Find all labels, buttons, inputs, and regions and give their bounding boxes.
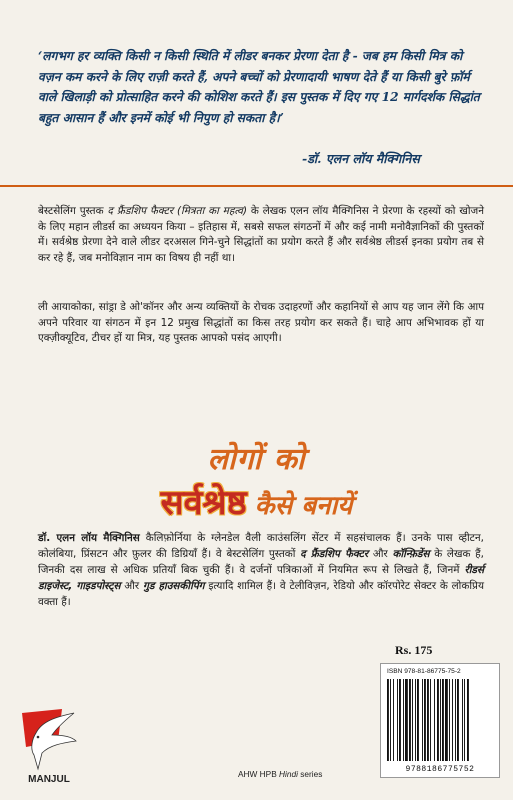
- description-paragraph-1: [38, 204, 484, 266]
- paragraph2-text: ली आयाकोका, सांड्रा डे ओ'कॉनर और अन्य व्यक्तियों के रोचक उदाहरणों और कहानियों से आप यह जान लेंगे कि आप अपने परिवार या संगठन में इन 12 प्रमुख सिद्धांतों का किस तरह प्रयोग कर सकते हैं। चाहे आप अभिभावक हों या एक्ज़ीक्यूटिव, टीचर हों या मित्र, यह पुस्तक आपको पसंद आएगी।: [38, 301, 484, 344]
- barcode-bar: [415, 679, 416, 761]
- barcode-bar: [449, 679, 450, 761]
- bio-text-1: कैलिफ़ोर्निया के ग्लेनडेल वैली काउंसलिंग सेंटर में सहसंचालक हैं। उनके पास व्हीटन, कोलंबिया, प्रिंसटन और फ़ुलर की डिग्रियाँ हैं। वे बेस्टसेलिंग पुस्तकों: [38, 532, 484, 560]
- barcode-bar: [393, 679, 394, 761]
- barcode-bar: [387, 679, 389, 761]
- barcode-bar: [430, 679, 431, 761]
- paragraph1-lead: बेस्टसेलिंग पुस्तक: [38, 205, 108, 217]
- barcode-bar: [427, 679, 429, 761]
- barcode-bar: [405, 679, 408, 761]
- bio-magazine-2: गुड हाउसकीपिंग: [142, 580, 205, 592]
- price-label: Rs. 175: [395, 643, 433, 657]
- series-prefix: AHW HPB: [238, 769, 280, 779]
- barcode-bar: [462, 679, 463, 761]
- title-line-2: [0, 478, 513, 524]
- barcode-bar: [390, 679, 391, 761]
- barcode-bar: [437, 679, 439, 761]
- series-suffix: series: [297, 769, 323, 779]
- isbn-barcode: [380, 663, 500, 778]
- bio-conjunction-2: और: [120, 580, 143, 592]
- barcode-bar: [442, 679, 444, 761]
- author-bio: [38, 530, 484, 610]
- publisher-logo: [18, 707, 80, 791]
- publisher-name: MANJUL: [28, 774, 70, 785]
- bio-conjunction-1: और: [368, 548, 393, 560]
- barcode-bar: [467, 679, 469, 761]
- barcode-bar: [422, 679, 423, 761]
- barcode-bar: [440, 679, 441, 761]
- barcode-number: 9788186775752: [405, 765, 475, 774]
- barcode-bar: [455, 679, 456, 761]
- bio-text-3: इत्यादि शामिल हैं। वे टेलीविज़न, रेडियो और कॉरपोरेट सेक्टर के लोकप्रिय वक्ता हैं।: [38, 580, 484, 608]
- publisher-bird-icon: [18, 707, 80, 773]
- series-language: Hindi: [279, 769, 298, 779]
- barcode-bar: [403, 679, 404, 761]
- title-line-2-rest: कैसे बनायें: [254, 491, 353, 521]
- barcode-bar: [397, 679, 398, 761]
- barcode-bar: [464, 679, 465, 761]
- barcode-bar: [452, 679, 453, 761]
- title-emphasis-word: सर्वश्रेष्ठ: [160, 483, 247, 523]
- book-title-reference: द फ्रैंडशिप फैक्टर (मित्रता का महत्व): [107, 205, 247, 217]
- barcode-bar: [399, 679, 401, 761]
- quote-text: ‘लगभग हर व्यक्ति किसी न किसी स्थिति में लीडर बनकर प्रेरणा देता है - जब हम किसी मित्र को वज़न कम करने के लिए राज़ी करते हैं, अपने बच्चों को प्रेरणादायी भाषण देते हैं या किसी बुरे फ़ॉर्म वाले खिलाड़ी को प्रोत्साहित करने की कोशिश करते हैं। इस पुस्तक में दिए गए 12 मार्गदर्शक सिद्धांत बहुत आसान हैं और इनमें कोई भी निपुण हो सकता है।’: [38, 49, 480, 125]
- section-divider: [0, 185, 513, 187]
- paragraph1-body: के लेखक एलन लॉय मैक्गिनिस ने प्रेरणा के रहस्यों को खोजने के लिए महान लीडर्स का अध्ययन किया – इतिहास में, सबसे सफल संगठनों में और कई नामी मनोवैज्ञानिकों की पुस्तकों में। सर्वश्रेष्ठ प्रेरणा देने वाले लीडर दरअसल गिने-चुने सिद्धांतों का प्रयोग करते हैं और सर्वश्रेष्ठ लीडर्स इनका प्रयोग तब से कर रहे हैं, जब मनोविज्ञान नाम का विषय ही नहीं था।: [38, 205, 484, 264]
- barcode-bar: [457, 679, 459, 761]
- barcode-bar: [445, 679, 448, 761]
- title-line-1: लोगों को: [207, 442, 306, 477]
- barcode-bar: [424, 679, 426, 761]
- bio-book-1: द फ्रैंडशिप फैक्टर: [300, 548, 369, 560]
- endorsement-quote: [38, 46, 486, 128]
- barcode-bar: [409, 679, 411, 761]
- quote-author: -डॉ. एलन लॉय मैक्गिनिस: [302, 151, 420, 166]
- bio-magazine-1: रीडर्स डाइजेस्ट, गाइडपोस्ट्स: [38, 564, 484, 592]
- bio-author-name: डॉ. एलन लॉय मैक्गिनिस: [38, 532, 140, 544]
- description-paragraph-2: [38, 300, 484, 347]
- bio-book-2: कॉन्फ़िडेंस: [392, 548, 430, 560]
- barcode-bar: [412, 679, 413, 761]
- barcode-bars: [385, 679, 495, 761]
- series-label: [238, 769, 322, 779]
- isbn-text: ISBN 978-81-86775-75-2: [387, 668, 461, 675]
- bio-text-2: के लेखक हैं, जिनकी दस लाख से अधिक प्रतियाँ बिक चुकी हैं। वे दर्जनों पत्रिकाओं में नियमित रूप से लिखते हैं, जिनमें: [38, 548, 484, 576]
- barcode-bar: [417, 679, 419, 761]
- barcode-bar: [434, 679, 435, 761]
